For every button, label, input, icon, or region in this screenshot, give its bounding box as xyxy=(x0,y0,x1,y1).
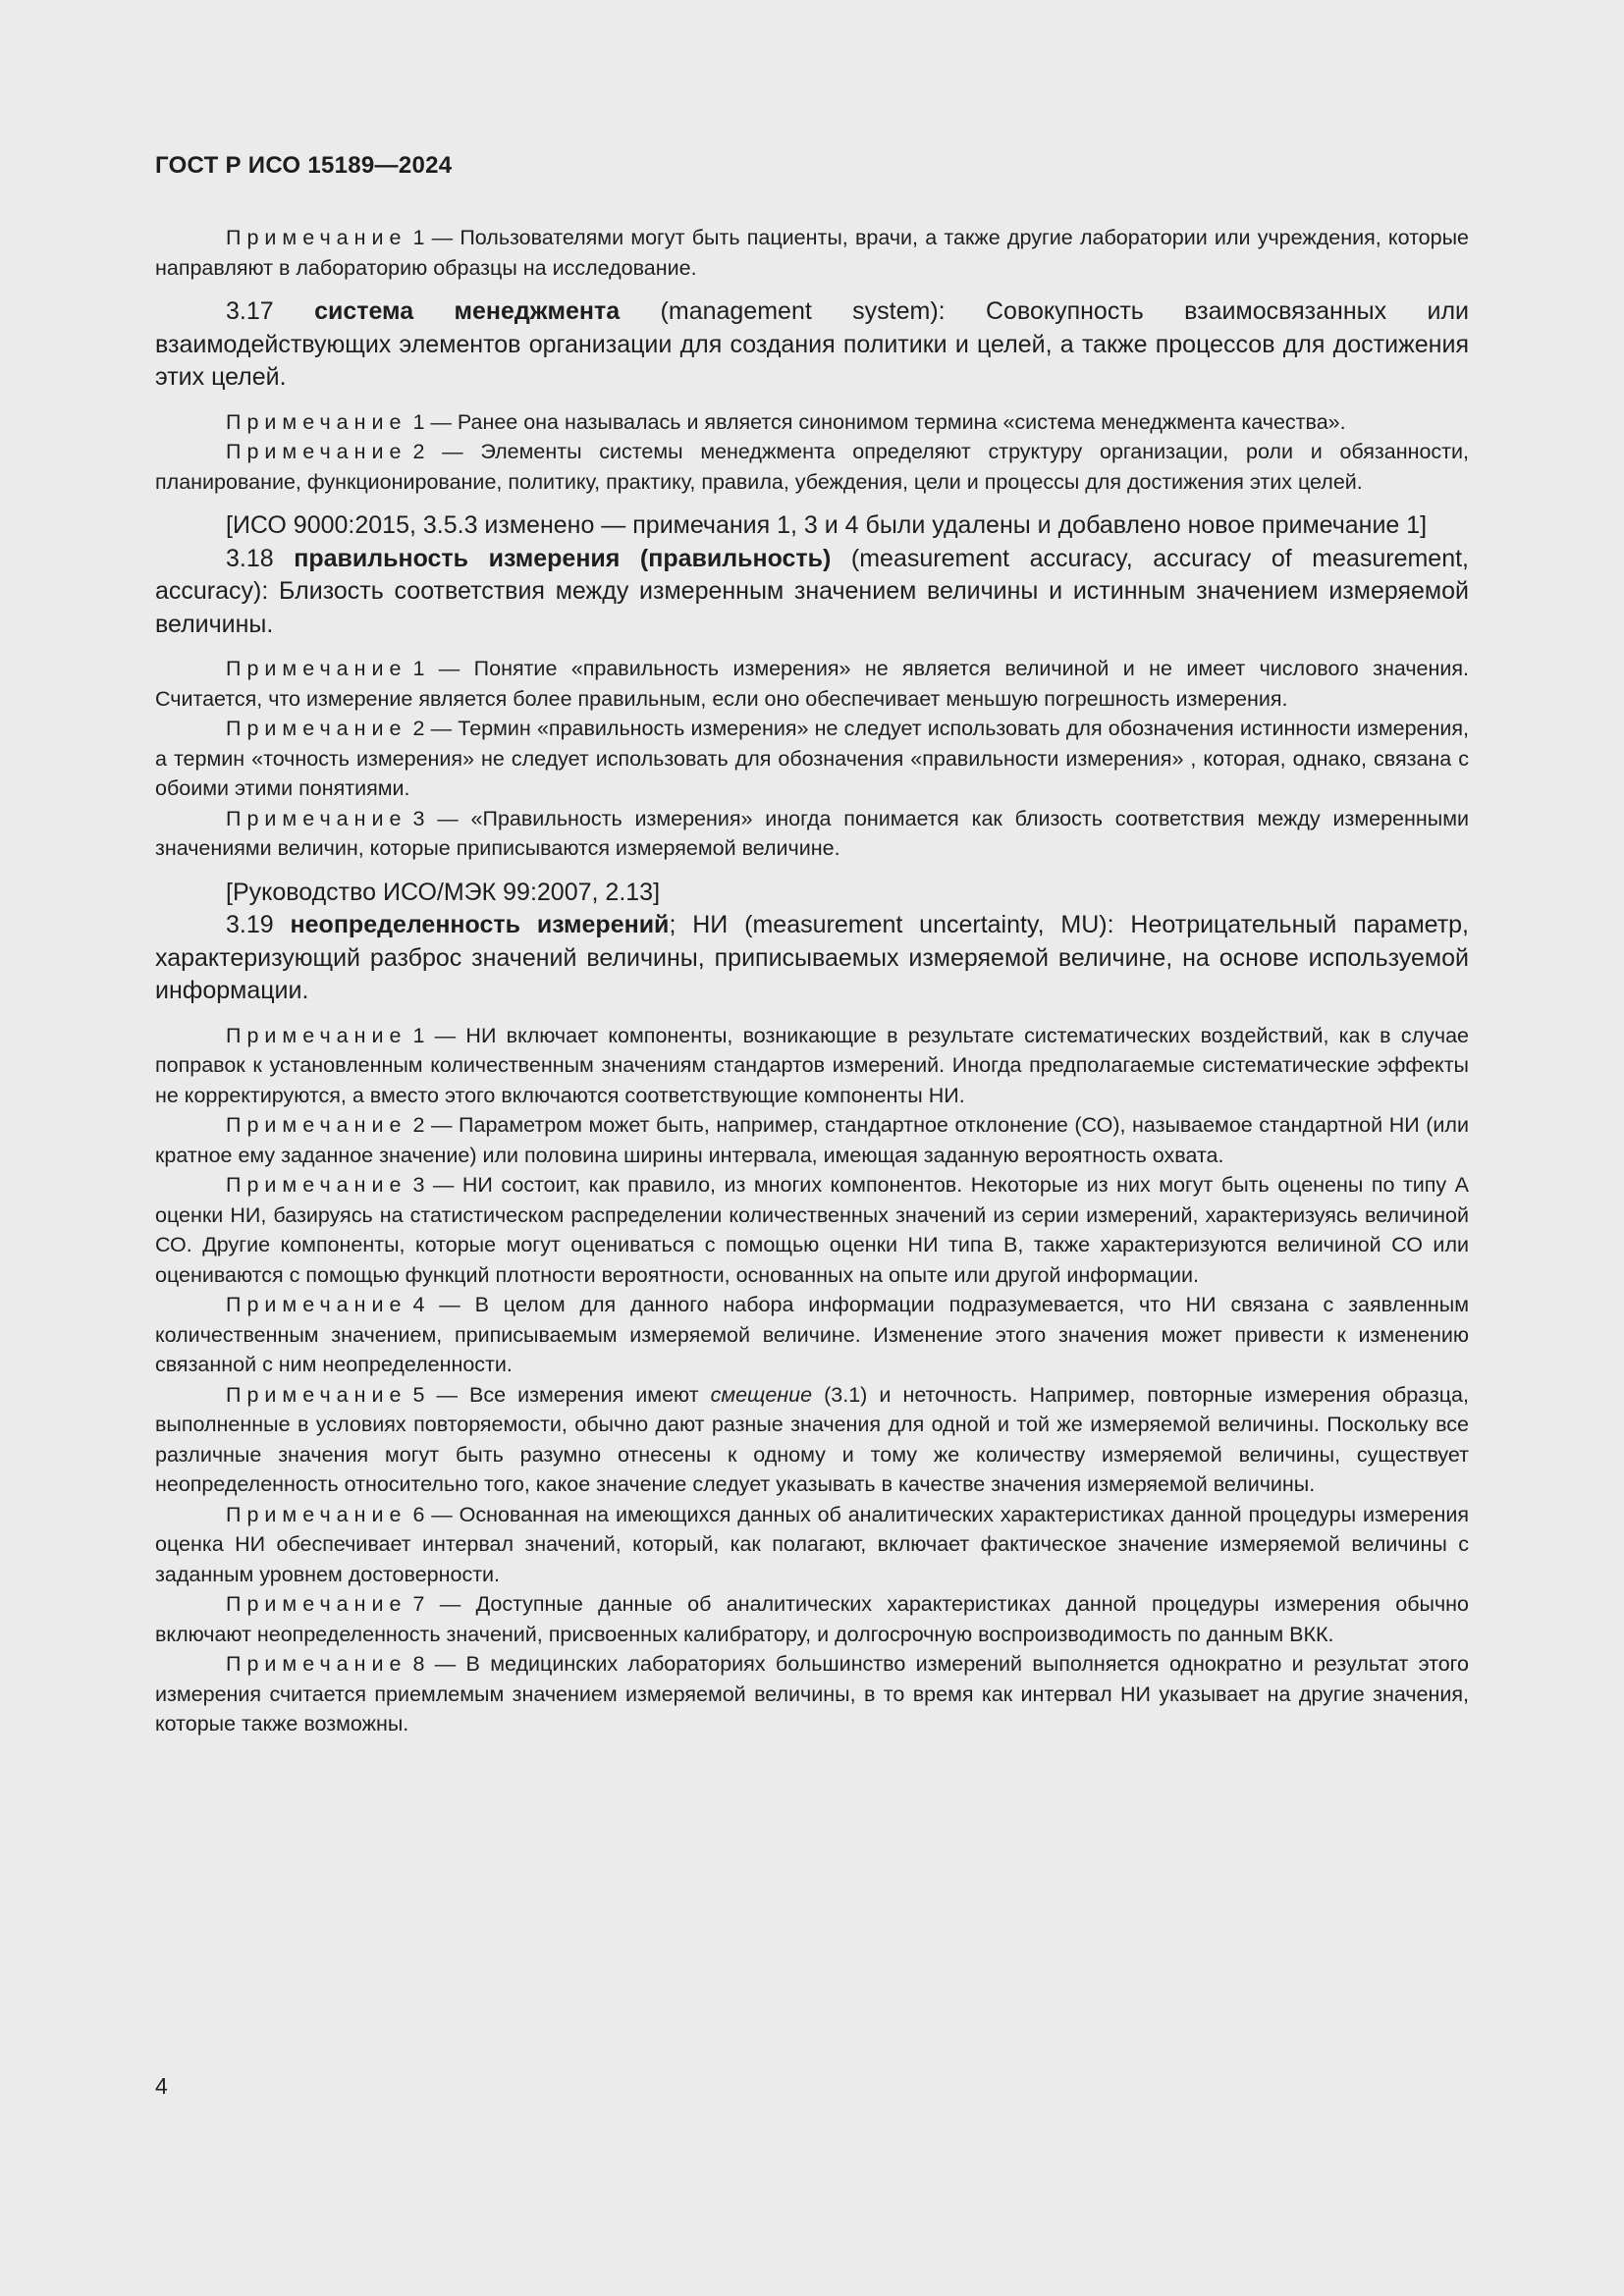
note-paragraph xyxy=(155,407,1469,438)
note-paragraph xyxy=(155,1649,1469,1739)
note-number: 8 xyxy=(412,1652,425,1676)
term-number: 3.17 xyxy=(226,297,274,325)
note-text: — Ранее она называлась и является синонимом термина «система менеджмента качества». xyxy=(424,409,1346,434)
note-text: — Понятие «правильность измерения» не является величиной и не имеет числового значения. Считается, что измерение является более правильным, если оно обеспечивает меньшую погрешность измерения. xyxy=(155,657,1469,711)
note-text: — В целом для данного набора информации подразумевается, что НИ связана с заявленным количественным значением, приписываемым измеряемой величине. Изменение этого значения может привести к изменению связанной с ним неопределенности. xyxy=(155,1293,1469,1376)
note-text: — В медицинских лабораториях большинство измерений выполняется однократно и результат этого измерения считается приемлемым значением измеряемой величины, в то время как интервал НИ указывает на другие значения, которые также возможны. xyxy=(155,1652,1469,1735)
note-text: — Параметром может быть, например, стандартное отклонение (СО), называемое стандартной НИ (или кратное ему заданное значение) или половина ширины интервала, имеющая заданную вероятность охвата. xyxy=(155,1113,1469,1167)
note-paragraph xyxy=(155,1500,1469,1590)
note-label: Примечание xyxy=(226,1382,407,1407)
note-number: 4 xyxy=(412,1293,425,1316)
note-number: 3 xyxy=(412,806,425,830)
note-paragraph xyxy=(155,437,1469,497)
note-number: 1 xyxy=(412,657,425,680)
note-number: 2 xyxy=(412,440,425,463)
note-label: Примечание xyxy=(226,440,407,463)
note-text: — Все измерения имеют xyxy=(424,1382,711,1407)
note-paragraph xyxy=(155,654,1469,714)
note-number: 6 xyxy=(412,1502,425,1526)
note-label: Примечание xyxy=(226,657,407,680)
note-number: 1 xyxy=(412,1023,425,1047)
term-text: (measurement accuracy, accuracy of measurement, accuracy): Близость соответствия между измеренным значением величины и истинным значением измеряемой величины. xyxy=(155,544,1470,638)
document-header: ГОСТ Р ИСО 15189—2024 xyxy=(155,152,453,179)
note-paragraph xyxy=(155,1110,1469,1170)
term-name: неопределенность измерений xyxy=(290,911,670,938)
note-text: — Элементы системы менеджмента определяют структуру организации, роли и обязанности, планирование, функционирование, политику, практику, правила, убеждения, цели и процессы для достижения этих целей. xyxy=(155,440,1469,494)
term-definition-3-17 xyxy=(155,295,1469,395)
term-text: (management system): Совокупность взаимосвязанных или взаимодействующих элементов организации для создания политики и целей, а также процессов для достижения этих целей. xyxy=(155,297,1469,391)
note-number: 5 xyxy=(412,1382,425,1407)
note-number: 1 xyxy=(412,409,425,434)
page-body xyxy=(155,223,1469,1739)
note-paragraph xyxy=(155,223,1469,283)
note-text: — НИ состоит, как правило, из многих компонентов. Некоторые из них могут быть оценены по типу А оценки НИ, базируясь на статистическом распределении количественных значений из серии измерений, характеризуясь величиной СО. Другие компоненты, которые могут оцениваться с помощью оценки НИ типа В, также характеризуются величиной СО или оцениваются с помощью функций плотности вероятности, основанных на опыте или другой информации. xyxy=(155,1173,1469,1287)
note-paragraph xyxy=(155,1589,1469,1649)
note-paragraph xyxy=(155,1290,1469,1380)
note-label: Примечание xyxy=(226,1023,407,1047)
note-label: Примечание xyxy=(226,1113,407,1137)
term-name: система менеджмента xyxy=(314,297,621,325)
note-label: Примечание xyxy=(226,717,407,740)
note-label: Примечание xyxy=(226,1592,407,1616)
term-number: 3.19 xyxy=(226,911,274,938)
note-text: — Пользователями могут быть пациенты, врачи, а также другие лаборатории или учреждения, которые направляют в лабораторию образцы на исследование. xyxy=(155,226,1469,280)
note-label: Примечание xyxy=(226,806,407,830)
term-definition-3-19 xyxy=(155,909,1469,1008)
note-text: — НИ включает компоненты, возникающие в результате систематических воздействий, как в случае поправок к установленным количественным значениям стандартов измерений. Иногда предполагаемые систематические эффекты не корректируются, а вместо этого включаются соответствующие компоненты НИ. xyxy=(155,1023,1469,1107)
note-text: — «Правильность измерения» иногда понимается как близость соответствия между измеренными значениями величин, которые приписываются измеряемой величине. xyxy=(155,806,1469,860)
italic-term: смещение xyxy=(710,1382,813,1407)
term-text: ; НИ (measurement uncertainty, MU): Неотрицательный параметр, характеризующий разброс значений величины, приписываемых измеряемой величине, на основе используемой информации. xyxy=(155,911,1469,1004)
note-paragraph xyxy=(155,1170,1469,1290)
term-number: 3.18 xyxy=(226,544,274,572)
note-number: 1 xyxy=(412,226,425,249)
note-label: Примечание xyxy=(226,226,407,249)
note-paragraph xyxy=(155,714,1469,804)
term-name: правильность измерения (правильность) xyxy=(294,544,832,572)
note-paragraph xyxy=(155,1021,1469,1111)
note-number: 7 xyxy=(412,1592,425,1616)
note-label: Примечание xyxy=(226,409,407,434)
note-number: 3 xyxy=(412,1173,425,1197)
note-label: Примечание xyxy=(226,1173,407,1197)
source-reference: [Руководство ИСО/МЭК 99:2007, 2.13] xyxy=(226,878,661,906)
note-number: 2 xyxy=(412,717,425,740)
note-text: — Термин «правильность измерения» не следует использовать для обозначения истинности измерения, а термин «точность измерения» не следует использовать для обозначения «правильности измерения» , которая, однако, связана с обоими этими понятиями. xyxy=(155,717,1469,800)
note-paragraph xyxy=(155,804,1469,864)
note-text: (3.1) и неточность. Например, повторные измерения образца, выполненные в условиях повторяемости, обычно дают разные значения для одной и той же измеряемой величины. Поскольку все различные значения могут быть разумно отнесены к одному и тому же количеству измеряемой величины, существует неопределенность относительно того, какое значение следует указывать в качестве значения измеряемой величины. xyxy=(155,1382,1469,1496)
note-paragraph xyxy=(155,1380,1469,1500)
term-definition-3-18 xyxy=(155,543,1469,642)
page-number: 4 xyxy=(155,2073,168,2099)
source-reference: [ИСО 9000:2015, 3.5.3 изменено — примечания 1, 3 и 4 были удалены и добавлено новое примечание 1] xyxy=(226,511,1428,539)
note-text: — Основанная на имеющихся данных об аналитических характеристиках данной процедуры измерения оценка НИ обеспечивает интервал значений, который, как полагают, включает фактическое значение измеряемой величины с заданным уровнем достоверности. xyxy=(155,1502,1469,1586)
note-label: Примечание xyxy=(226,1293,407,1316)
note-text: — Доступные данные об аналитических характеристиках данной процедуры измерения обычно включают неопределенность значений, присвоенных калибратору, и долгосрочную воспроизводимость по данным ВКК. xyxy=(155,1592,1469,1646)
note-number: 2 xyxy=(412,1113,425,1137)
note-label: Примечание xyxy=(226,1502,407,1526)
note-label: Примечание xyxy=(226,1652,407,1676)
